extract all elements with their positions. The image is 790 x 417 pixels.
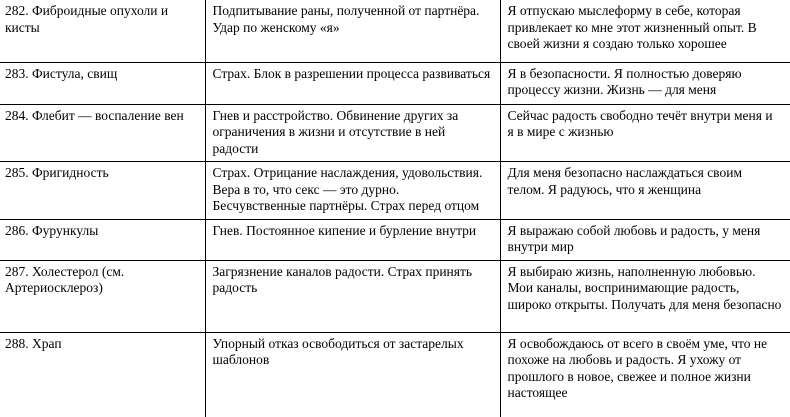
affirmation-cell: Я освобождаюсь от всего в своём уме, что не похоже на любовь и радость. Я ухожу от прошлого в новое, свежее и полное жизни настоящее bbox=[500, 332, 790, 417]
affirmation-cell: Я в безопасности. Я полностью доверяю процессу жизни. Жизнь — для меня bbox=[500, 62, 790, 104]
probable-cause-cell: Подпитывание раны, полученной от партнёра. Удар по женскому «я» bbox=[205, 0, 500, 62]
probable-cause-cell: Гнев. Постоянное кипение и бурление внутри bbox=[205, 219, 500, 260]
table-row bbox=[0, 62, 790, 104]
affirmation-cell: Сейчас радость свободно течёт внутри меня и я в мире с жизнью bbox=[500, 104, 790, 162]
disease-name-cell: 283. Фистула, свищ bbox=[0, 62, 205, 104]
table-row bbox=[0, 260, 790, 332]
probable-cause-cell: Упорный отказ освободиться от застарелых шаблонов bbox=[205, 332, 500, 417]
disease-name-cell: 284. Флебит — воспаление вен bbox=[0, 104, 205, 162]
probable-cause-cell: Загрязнение каналов радости. Страх принять радость bbox=[205, 260, 500, 332]
disease-name-cell: 282. Фиброидные опухоли и кисты bbox=[0, 0, 205, 62]
table-row bbox=[0, 0, 790, 62]
probable-cause-cell: Страх. Блок в разрешении процесса развиваться bbox=[205, 62, 500, 104]
disease-name-cell: 286. Фурункулы bbox=[0, 219, 205, 260]
disease-name-cell: 288. Храп bbox=[0, 332, 205, 417]
probable-cause-cell: Гнев и расстройство. Обвинение других за ограничения в жизни и отсутствие в ней радости bbox=[205, 104, 500, 162]
table-row bbox=[0, 104, 790, 162]
table-row bbox=[0, 332, 790, 417]
table-row bbox=[0, 162, 790, 220]
probable-cause-cell: Страх. Отрицание наслаждения, удовольствия. Вера в то, что секс — это дурно. Бесчувственные партнёры. Страх перед отцом bbox=[205, 162, 500, 220]
disease-name-cell: 287. Холестерол (см. Артериосклероз) bbox=[0, 260, 205, 332]
table-row bbox=[0, 219, 790, 260]
affirmation-cell: Для меня безопасно наслаждаться своим телом. Я радуюсь, что я женщина bbox=[500, 162, 790, 220]
affirmation-cell: Я выбираю жизнь, наполненную любовью. Мои каналы, воспринимающие радость, широко открыты. Получать для меня безопасно bbox=[500, 260, 790, 332]
affirmation-cell: Я отпускаю мыслеформу в себе, которая привлекает ко мне этот жизненный опыт. В своей жизни я создаю только хорошее bbox=[500, 0, 790, 62]
affirmation-cell: Я выражаю собой любовь и радость, у меня внутри мир bbox=[500, 219, 790, 260]
disease-name-cell: 285. Фригидность bbox=[0, 162, 205, 220]
